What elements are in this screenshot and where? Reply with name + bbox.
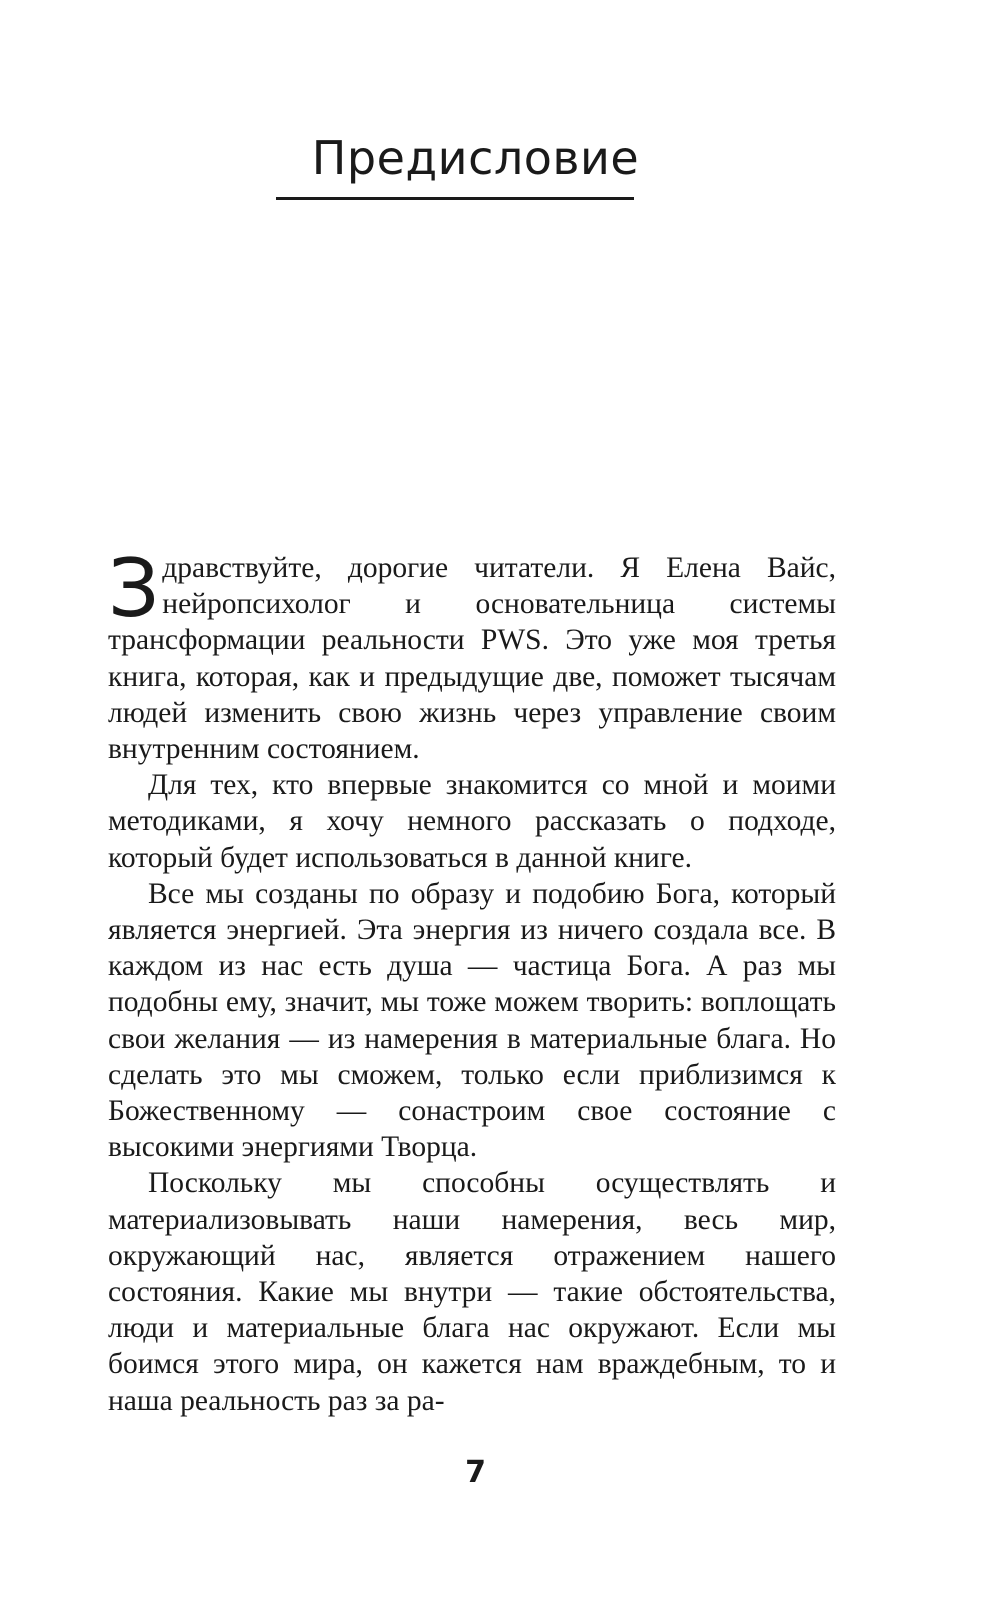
paragraph-2: Для тех, кто впервые знакомится со мной и моими методиками, я хочу немного рассказать о подходе, который будет использоваться в данной книге. [108, 769, 836, 874]
paragraph-1 [108, 542, 836, 767]
chapter-title: Предисловие [311, 131, 640, 185]
body-text [108, 542, 836, 1419]
page-number: 7 [465, 1455, 486, 1490]
title-underline [276, 197, 634, 200]
drop-cap: З [108, 542, 160, 635]
paragraph-4: Поскольку мы способны осуществлять и материализовывать наши намерения, весь мир, окружающий нас, является отражением нашего состояния. Какие мы внутри — такие обстоятельства, люди и материальные блага нас окружают. Если мы боимся этого мира, он кажется нам враждебным, то и наша реальность раз за ра- [108, 1167, 836, 1417]
paragraph-1-text: дравствуйте, дорогие читатели. Я Елена Вайс, нейропсихолог и основательница системы трансформации реальности PWS. Это уже моя третья книга, которая, как и предыдущие две, поможет тысячам людей изменить свою жизнь через управление своим внутренним состоянием. [108, 552, 836, 766]
paragraph-3: Все мы созданы по образу и подобию Бога, который является энергией. Эта энергия из ничего создала все. В каждом из нас есть душа — частица Бога. А раз мы подобны ему, значит, мы тоже можем творить: воплощать свои желания — из намерения в материальные блага. Но сделать это мы сможем, только если приблизимся к Божественному — сонастроим свое состояние с высокими энергиями Творца. [108, 877, 836, 1164]
